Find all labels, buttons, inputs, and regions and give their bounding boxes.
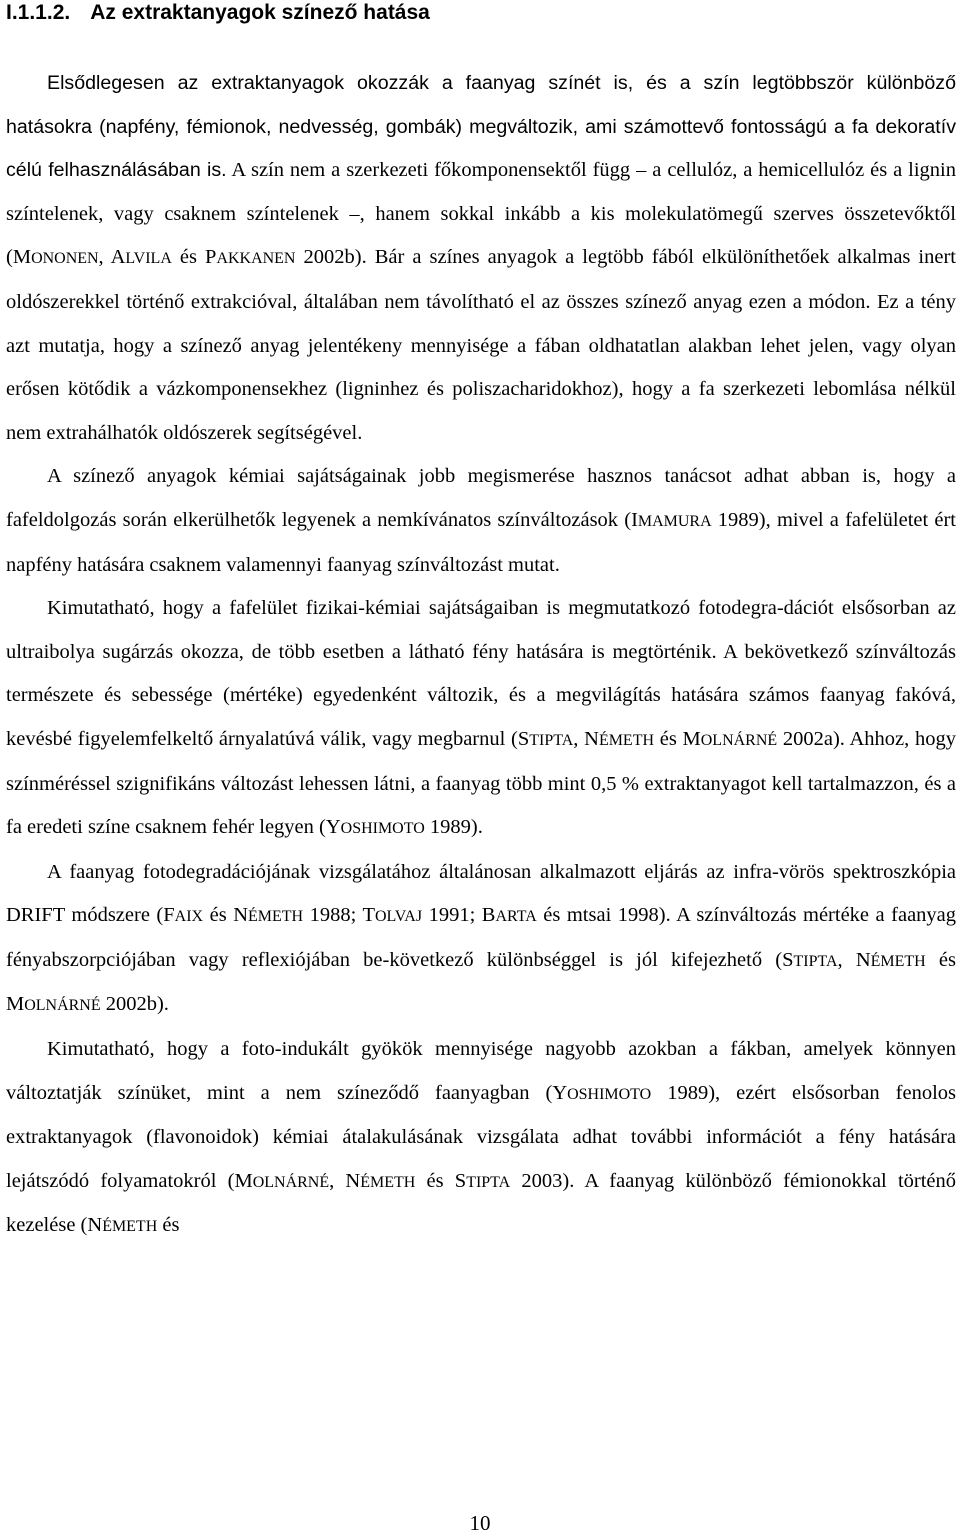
citation-smallcaps: OLNÁRNÉ [24, 997, 101, 1015]
citation-year: 1989). [424, 816, 483, 839]
paragraph-5-text-2: ezért elsősorban fenolos extraktanyagok (flavonoidok) kémiai átalakulásának vizsgálata adhat további információt a fény hatására lejátszódó folyamatokról ( [6, 1081, 956, 1192]
citation-smallcaps: ONONEN [31, 250, 99, 268]
paragraph-4-text: A faanyag fotodegradációjának vizsgálatához általánosan alkalmazott eljárás az infra-vörös spektroszkópia DRIFT módszere ( [6, 860, 956, 927]
citation-smallcaps: OLNÁRNÉ [252, 1173, 330, 1191]
citation-sep: és [415, 1169, 455, 1192]
paragraph-2 [6, 455, 956, 587]
citation-initial: N [87, 1214, 103, 1237]
citation-initial: S [782, 948, 794, 971]
citation-initial: N [855, 948, 871, 971]
citation-year: 2002b). [100, 993, 169, 1016]
citation-sep: , [98, 246, 111, 269]
paragraph-5 [6, 1028, 956, 1249]
paragraph-1-text-2: Bár a színes anyagok a legtöbb fából elkülöníthetőek alkalmas inert oldószerekkel történő extrakcióval, általában nem távolítható el az összes színező anyag ezen a módon. Ez a tény azt mutatja, hogy a színező anyag jelentékeny mennyisége a fában oldhatatlan alakban lehet jelen, vagy olyan erősen kötődik a vázkomponensekhez (ligninhez és poliszacharidokhoz), hogy a fa szerkezeti lebomlása nélkül nem extrahálhatók oldószerek segítségével. [6, 246, 956, 444]
citation-initial: N [345, 1169, 361, 1192]
citation-initial: M [6, 993, 25, 1016]
citation-initial: F [163, 904, 175, 927]
citation-smallcaps: LVILA [125, 250, 172, 268]
citation-year: 2003). [510, 1169, 575, 1192]
paragraph-1 [6, 62, 956, 455]
citation-sep: , [329, 1169, 346, 1192]
citation-sep: , [573, 727, 585, 750]
section-number: I.1.1.2. [6, 1, 71, 24]
citation-year: 1989), [711, 508, 771, 531]
citation-initial: Y [552, 1081, 568, 1104]
citation-initial: T [362, 904, 375, 927]
citation-smallcaps: AIX [174, 908, 204, 926]
citation-initial: M [682, 727, 701, 750]
citation-smallcaps: ÉMETH [360, 1173, 416, 1191]
paragraph-5-text-3: A faanyag különböző fémionokkal történő kezelése ( [6, 1169, 957, 1237]
paragraph-3-text-2: Ahhoz, hogy színméréssel szignifikáns változást lehessen látni, a faanyag több mint 0,5 % extraktanyagot kell tartalmazzon, és a fa eredeti színe csaknem fehér legyen ( [6, 727, 957, 839]
body-text [6, 62, 956, 1249]
citation-smallcaps: OSHIMOTO [567, 1085, 652, 1103]
citation-sep: és [654, 727, 683, 750]
citation-initial: N [584, 727, 599, 750]
citation-initial: N [233, 904, 249, 927]
paragraph-1-sans-text: Elsődlegesen az extraktanyagok okozzák a faanyag színét is, és a szín legtöbbször különböző hatásokra (napfény, fémionok, nedvesség, gombák) megváltozik, ami számottevő fontosságú a fa dekoratív célú felhasználásában is. [6, 72, 956, 182]
paragraph-3-text: Kimutatható, hogy a fafelület fizikai-kémiai sajátságaiban is megmutatkozó fotodegra-dációt elsősorban az ultraibolya sugárzás okozza, de több esetben a látható fény hatására is megtörténik. A bekövetkező színváltozás természete és sebessége (mértéke) egyedenként változik, és a megvilágítás hatására számos faanyag fakóvá, kevésbé figyelemfelkeltő árnyalatúvá válik, vagy megbarnul ( [6, 597, 956, 750]
citation-initial: S [454, 1169, 467, 1192]
citation-initial: A [110, 246, 126, 269]
citation-sep: és [203, 904, 234, 927]
citation-smallcaps: TIPTA [529, 731, 574, 749]
citation-smallcaps: ARTA [495, 908, 537, 926]
citation-initial: B [481, 904, 496, 927]
citation-year: 2002a). [777, 727, 845, 750]
citation-smallcaps: ÉMETH [248, 908, 304, 926]
citation-smallcaps: OLVAJ [374, 908, 423, 926]
paragraph-4-text-2: A színváltozás mértéke a faanyag fényabszorpciójában vagy reflexiójában be-következő különbséggel is jól kifejezhető ( [6, 904, 957, 971]
citation-initial: M [12, 246, 32, 269]
section-title: Az extraktanyagok színező hatása [90, 1, 430, 24]
citation-smallcaps: AKKANEN [216, 250, 296, 268]
citation-sep: , [837, 948, 856, 971]
paragraph-3 [6, 587, 956, 851]
citation-smallcaps: TIPTA [466, 1173, 511, 1191]
citation-smallcaps: ÉMETH [102, 1218, 158, 1236]
citation-initial: Y [325, 816, 341, 839]
citation-year: 1991; [422, 904, 482, 927]
citation-initial: S [517, 727, 530, 750]
citation-smallcaps: OSHIMOTO [340, 820, 425, 838]
citation-sep: és [157, 1214, 180, 1237]
paragraph-2-text: A színező anyagok kémiai sajátságainak jobb megismerése hasznos tanácsot adhat abban is, hogy a fafeldolgozás során elkerülhetők legyenek a nemkívánatos színváltozások ( [6, 465, 956, 531]
citation-initial: I [631, 508, 638, 531]
section-heading [6, 0, 430, 26]
paragraph-2-text-2: mivel a fafelületet ért napfény hatására csaknem valamennyi faanyag színváltozást mutat. [6, 508, 956, 576]
citation-smallcaps: ÉMETH [870, 952, 926, 970]
citation-smallcaps: TIPTA [793, 952, 838, 970]
citation-sep: és [171, 246, 206, 269]
citation-year: és mtsai 1998). [536, 904, 671, 927]
citation-smallcaps: MAMURA [637, 512, 712, 530]
paragraph-4 [6, 851, 956, 1028]
citation-smallcaps: OLNÁRNÉ [700, 731, 778, 749]
citation-initial: P [205, 246, 217, 269]
citation-initial: M [234, 1169, 253, 1192]
citation-smallcaps: ÉMETH [598, 731, 655, 749]
citation-sep: és [925, 948, 957, 971]
citation-year: 1988; [303, 904, 363, 927]
citation-year: 1989), [651, 1081, 721, 1104]
paragraph-5-text: Kimutatható, hogy a foto-indukált gyökök mennyisége nagyobb azokban a fákban, amelyek könnyen változtatják színüket, mint a nem színeződő faanyagban ( [6, 1038, 956, 1104]
citation-year: 2002b). [295, 246, 367, 269]
paragraph-1-text: A szín nem a szerkezeti főkomponensektől függ – a cellulóz, a hemicellulóz és a lignin színtelenek, vagy csaknem színtelenek –, hanem sokkal inkább a kis molekulatömegű szerves összetevőktől ( [6, 159, 957, 269]
page-number: 10 [469, 1511, 491, 1535]
